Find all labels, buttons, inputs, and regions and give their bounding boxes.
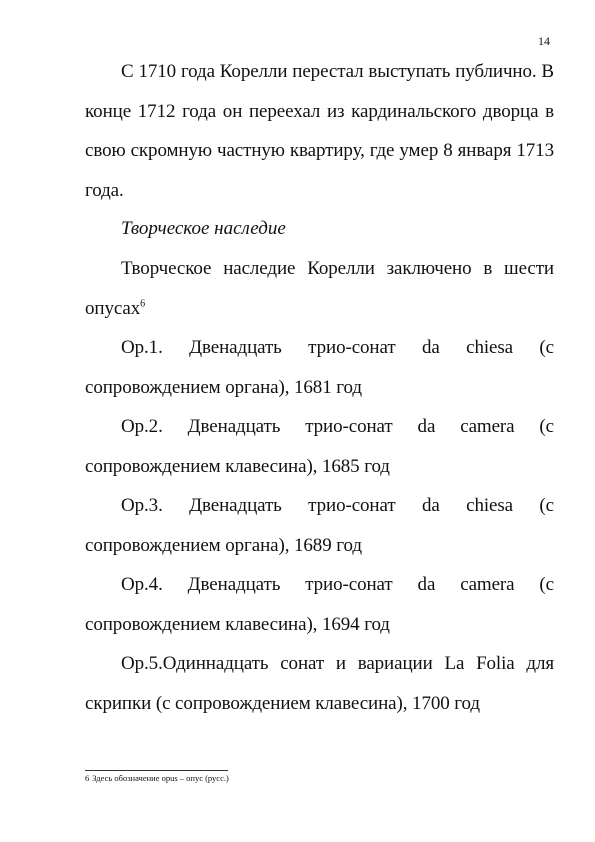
footnote bbox=[85, 772, 229, 784]
opus-text: Op.5.Одиннадцать сонат и вариации La Folia для скрипки (с сопровождением клавесина), 1700 год bbox=[85, 653, 554, 714]
footnote-divider bbox=[85, 770, 228, 771]
intro-text: Творческое наследие Корелли заключено в шести опусах bbox=[85, 258, 554, 319]
opus-item-1 bbox=[85, 328, 554, 407]
opus-item-5 bbox=[85, 644, 554, 723]
paragraph-text: С 1710 года Корелли перестал выступать публично. В конце 1712 года он переехал из кардинальского дворца в свою скромную частную квартиру, где умер 8 января 1713 года. bbox=[85, 61, 554, 201]
footnote-reference[interactable]: 6 bbox=[140, 298, 146, 310]
footnote-text: Здесь обозначение opus – опус (русс.) bbox=[92, 773, 229, 783]
opus-text: Op.4. Двенадцать трио-сонат da camera (с сопровождением клавесина), 1694 год bbox=[85, 574, 554, 635]
opus-item-2 bbox=[85, 407, 554, 486]
opus-text: Op.3. Двенадцать трио-сонат da chiesa (с сопровождением органа), 1689 год bbox=[85, 495, 554, 556]
paragraph-intro bbox=[85, 249, 554, 328]
opus-text: Op.1. Двенадцать трио-сонат da chiesa (с сопровождением органа), 1681 год bbox=[85, 337, 554, 398]
section-heading: Творческое наследие bbox=[121, 218, 286, 239]
opus-text: Op.2. Двенадцать трио-сонат da camera (с сопровождением клавесина), 1685 год bbox=[85, 416, 554, 477]
opus-item-3 bbox=[85, 486, 554, 565]
paragraph-biography bbox=[85, 52, 554, 210]
opus-item-4 bbox=[85, 565, 554, 644]
page-number: 14 bbox=[538, 34, 550, 48]
footnote-number: 6 bbox=[85, 773, 90, 783]
